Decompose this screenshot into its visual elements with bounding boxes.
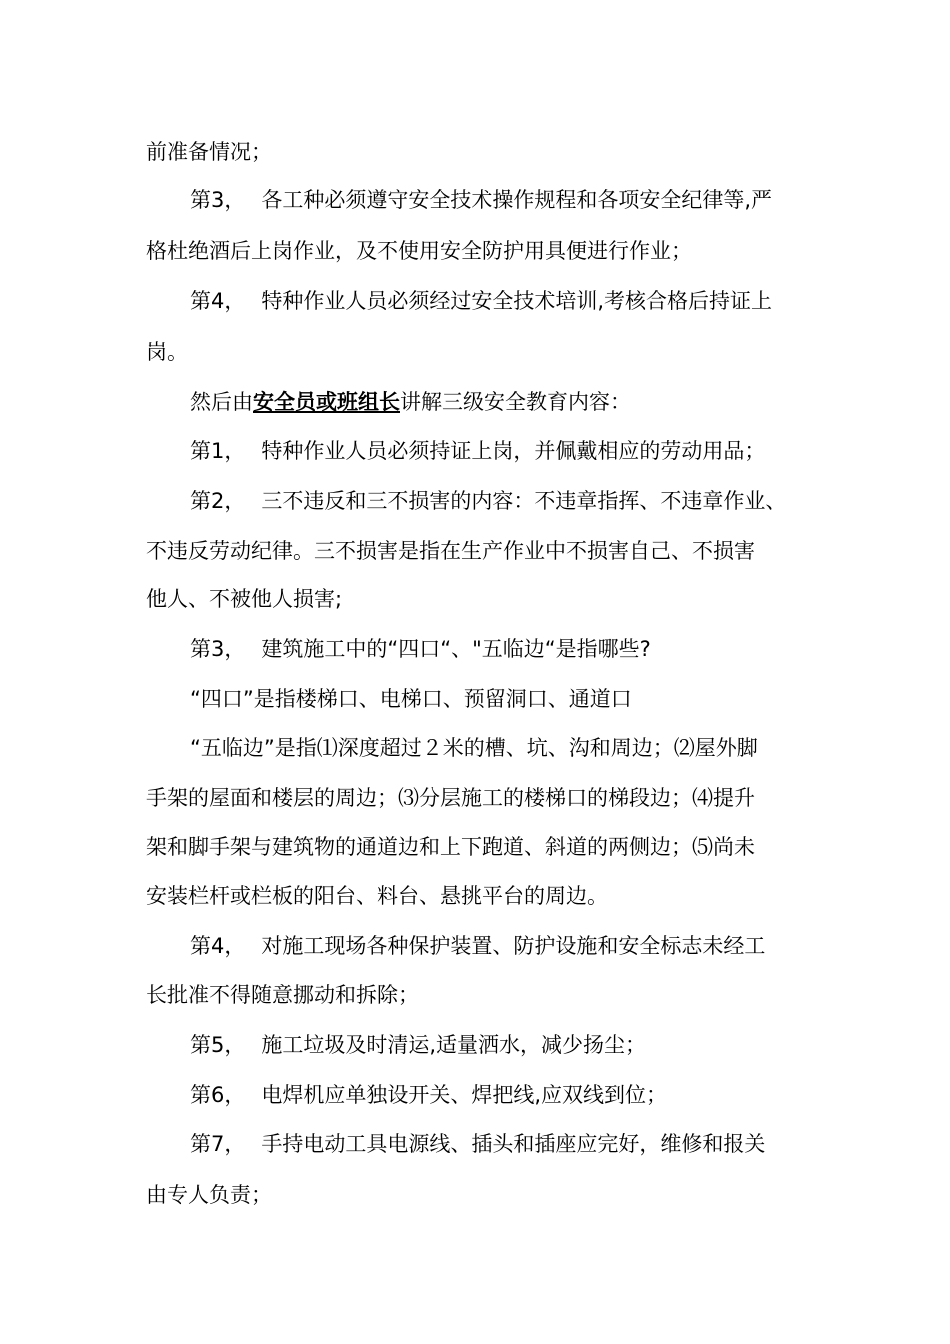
item-text: 施工垃圾及时清运,适量洒水，减少扬尘； — [261, 1033, 647, 1057]
underlined-role: 安全员或班组长 — [253, 390, 400, 414]
text-span: 讲解三级安全教育内容： — [400, 390, 631, 414]
text-span: 长批准不得随意挪动和拆除； — [146, 983, 419, 1007]
text-line — [0, 137, 950, 167]
text-line — [0, 684, 950, 714]
item-number: 第6， — [190, 1083, 246, 1107]
intro-line — [0, 387, 950, 417]
text-span: 前准备情况； — [146, 140, 272, 164]
item-line — [0, 931, 950, 961]
item-line — [0, 185, 950, 215]
item-text: 特种作业人员必须持证上岗，并佩戴相应的劳动用品； — [261, 439, 766, 463]
text-span: 手架的屋面和楼层的周边；⑶分层施工的楼梯口的梯段边；⑷提升 — [146, 786, 755, 810]
text-line — [0, 783, 950, 813]
item-number: 第7， — [190, 1132, 246, 1156]
text-span: 然后由 — [190, 390, 253, 414]
item-number: 第3， — [190, 637, 246, 661]
text-span: “四口”是指楼梯口、电梯口、预留洞口、通道口 — [190, 687, 632, 711]
item-line — [0, 486, 950, 516]
text-span: 岗。 — [146, 340, 188, 364]
item-text: 特种作业人员必须经过安全技术培训,考核合格后持证上 — [261, 289, 773, 313]
item-line — [0, 1129, 950, 1159]
item-number: 第3， — [190, 188, 246, 212]
item-text: 建筑施工中的“四口“、"五临边“是指哪些? — [261, 637, 651, 661]
text-line — [0, 584, 950, 614]
text-line — [0, 236, 950, 266]
text-span: 由专人负责； — [146, 1183, 272, 1207]
item-line — [0, 634, 950, 664]
item-line — [0, 436, 950, 466]
text-span: 他人、不被他人损害; — [146, 587, 343, 611]
item-number: 第2， — [190, 489, 246, 513]
item-text: 电焊机应单独设开关、焊把线,应双线到位； — [261, 1083, 668, 1107]
text-span: 安装栏杆或栏板的阳台、料台、悬挑平台的周边。 — [146, 884, 608, 908]
item-line — [0, 1080, 950, 1110]
item-text: 三不违反和三不损害的内容：不违章指挥、不违章作业、 — [261, 489, 787, 513]
text-line — [0, 536, 950, 566]
text-span: 不违反劳动纪律。三不损害是指在生产作业中不损害自己、不损害 — [146, 539, 755, 563]
text-line — [0, 980, 950, 1010]
item-text: 手持电动工具电源线、插头和插座应完好，维修和报关 — [261, 1132, 766, 1156]
text-line — [0, 733, 950, 763]
text-span: 架和脚手架与建筑物的通道边和上下跑道、斜道的两侧边；⑸尚未 — [146, 835, 755, 859]
item-line — [0, 1030, 950, 1060]
text-line — [0, 881, 950, 911]
item-text: 对施工现场各种保护装置、防护设施和安全标志未经工 — [261, 934, 766, 958]
text-line — [0, 1180, 950, 1210]
text-line — [0, 832, 950, 862]
text-span: 格杜绝酒后上岗作业，及不使用安全防护用具便进行作业； — [146, 239, 692, 263]
text-span: “五临边”是指⑴深度超过２米的槽、坑、沟和周边；⑵屋外脚 — [190, 736, 758, 760]
item-line — [0, 286, 950, 316]
item-number: 第4， — [190, 934, 246, 958]
item-number: 第1， — [190, 439, 246, 463]
item-number: 第4， — [190, 289, 246, 313]
item-text: 各工种必须遵守安全技术操作规程和各项安全纪律等,严 — [261, 188, 773, 212]
item-number: 第5， — [190, 1033, 246, 1057]
text-line — [0, 337, 950, 367]
